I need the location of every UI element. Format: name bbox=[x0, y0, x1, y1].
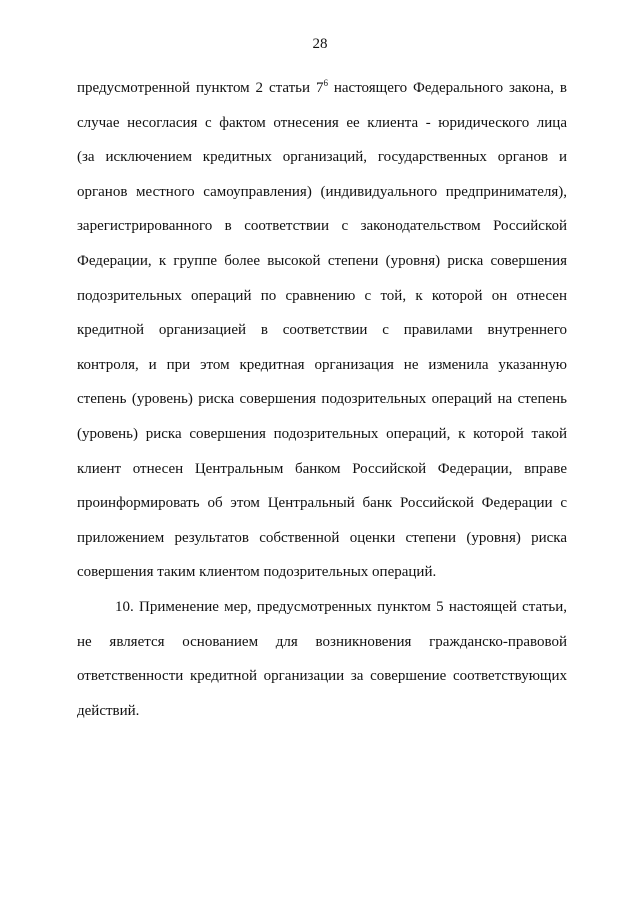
text-line: Федерации, к группе более высокой степени (уровня) риска совершения bbox=[77, 252, 567, 269]
text-line: приложением результатов собственной оценки степени (уровня) риска bbox=[77, 529, 567, 546]
page-number: 28 bbox=[312, 36, 328, 52]
text-line: степень (уровень) риска совершения подозрительных операций на степень bbox=[77, 391, 567, 408]
text-line: (уровень) риска совершения подозрительных операций, к которой такой bbox=[77, 425, 567, 442]
paragraph-1 bbox=[77, 71, 567, 590]
text-line: кредитной организацией в соответствии с правилами внутреннего bbox=[77, 322, 567, 339]
text-line: (за исключением кредитных организаций, государственных органов и bbox=[77, 149, 567, 166]
text-line: зарегистрированного в соответствии с законодательством Российской bbox=[77, 218, 567, 235]
text-line: случае несогласия с фактом отнесения ее клиента - юридического лица bbox=[77, 114, 567, 131]
text-line: проинформировать об этом Центральный банк Российской Федерации с bbox=[77, 495, 567, 512]
superscript: 6 bbox=[323, 78, 328, 88]
paragraph-2 bbox=[77, 590, 567, 728]
text-line: подозрительных операций по сравнению с той, к которой он отнесен bbox=[77, 287, 567, 304]
text-line: действий. bbox=[77, 702, 140, 719]
text-line: клиент отнесен Центральным банком Российской Федерации, вправе bbox=[77, 460, 567, 477]
text-line: ответственности кредитной организации за совершение соответствующих bbox=[77, 668, 567, 685]
text-line: контроля, и при этом кредитная организация не изменила указанную bbox=[77, 356, 567, 373]
text-line: не является основанием для возникновения гражданско-правовой bbox=[77, 633, 567, 650]
text-line: совершения таким клиентом подозрительных операций. bbox=[77, 564, 437, 581]
text-line: органов местного самоуправления) (индивидуального предпринимателя), bbox=[77, 183, 567, 200]
text-line: 10. Применение мер, предусмотренных пунктом 5 настоящей статьи, bbox=[115, 599, 567, 615]
text-line: предусмотренной пунктом 2 статьи $7^6$ настоящего Федерального закона, в bbox=[77, 78, 567, 96]
